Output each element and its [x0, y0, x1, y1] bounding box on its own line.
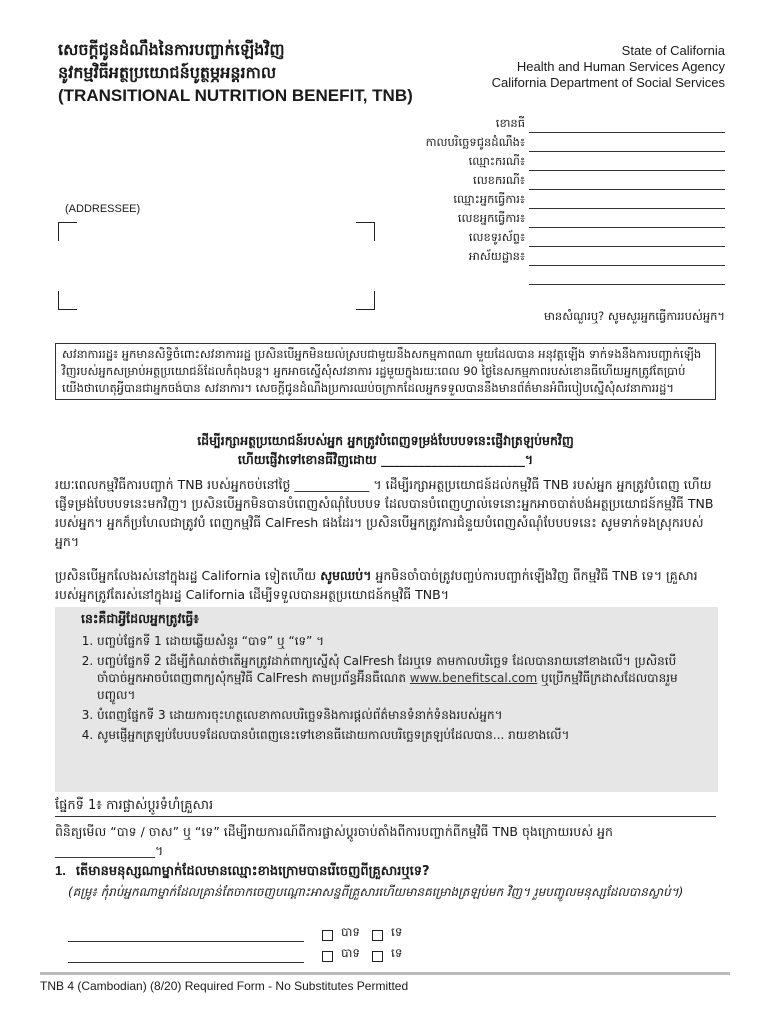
- field-label: ឈ្មោះករណី៖: [468, 154, 525, 168]
- todo-list: [77, 633, 697, 747]
- state-hearing-notice: សវនាការរដ្ឋ៖ អ្នកមានសិទ្ធិចំពោះសវនាការរដ្ឋ ប្រសិនបើអ្នកមិនយល់ស្របជាមួយនឹងសកម្មភាពណា មួយដែលបាន អនុវត្តឡើង ទាក់ទងនឹងការបញ្ចាក់ឡើងវិញរបស់អ្នកសម្រាប់អត្ថប្រយោជន៍ដែលកំពុងបន្ត។ អ្នកអាចស្នើសុំសវនាការ រដ្ឋមួយក្នុងរយៈពេល 90 ថ្ងៃនៃសកម្មភាពរបស់ខោនធីហើយអ្នកត្រូវតែប្រាប់យើងថាហេតុអ្វីបានជាអ្នកចង់បាន សវនាការ។ សេចក្ដីជូនដំណឹងប្រការឈប់ចក្រាកដែលអ្នកទទួលបាននឹងមានព័ត៌មានអំពីរបៀបស្នើសុំសវនាការរដ្ឋ។: [55, 343, 716, 400]
- title-line-2: នូវកម្មវិធីអត្ថប្រយោជន៍បូត្ថម្ភអន្តរកាល: [58, 63, 277, 82]
- no-checkbox[interactable]: [372, 951, 383, 962]
- question-line: មានសំណួរឬ? សូមសួរអ្នកធ្វើការរបស់អ្នក។: [543, 309, 725, 323]
- form-footer: TNB 4 (Cambodian) (8/20) Required Form - No Substitutes Permitted: [40, 979, 409, 993]
- field-label: ខោនធី: [495, 116, 525, 130]
- agency-block: [492, 43, 725, 91]
- agency-line-1: State of California: [621, 43, 725, 58]
- instruction-line-2: ហើយផ្ញើវាទៅខោនធីវិញដោយ _______________________។: [237, 452, 534, 467]
- footer-rule: [40, 972, 730, 975]
- paragraph-2-stop: សូមឈប់។: [320, 568, 372, 583]
- todo-box: [55, 607, 718, 792]
- field-case-name: [426, 152, 725, 171]
- field-worker-name: [426, 190, 725, 209]
- no-label: ទេ: [391, 946, 403, 960]
- name-line[interactable]: [68, 950, 304, 963]
- paragraph-2-a: ប្រសិនបើអ្នកលែងរស់នៅក្នុងរដ្ឋ California ទៀតហើយ: [55, 568, 321, 583]
- instruction-line-1: ដើម្បីរក្សាអត្ថប្រយោជន៍របស់អ្នក អ្នកត្រូវបំពេញទម្រង់បែបបទនេះផ្ញើវាត្រឡប់មកវិញ: [197, 433, 574, 448]
- field-line[interactable]: [529, 176, 725, 190]
- answer-row: [68, 947, 468, 963]
- field-worker-number: [426, 209, 725, 228]
- section-1-heading: ផ្នែកទី 1៖ ការផ្លាស់ប្ដូរទំហំគ្រួសារ: [55, 796, 716, 817]
- todo-item-tail: ឬប្រើកម្មវិធីក្រដាសដែលបានរួមបញ្ចូល។: [97, 671, 678, 702]
- question-text: តើមានមនុស្សណាម្នាក់ដែលមានឈ្មោះខាងក្រោមបានរើចេញពីគ្រួសារឬទេ?: [75, 864, 430, 879]
- field-county: [426, 114, 725, 133]
- yes-label: បាទ: [341, 946, 361, 960]
- todo-item: 1. បញ្ចប់ផ្នែកទី 1 ដោយឆ្លើយសំនួរ “បាទ” ឬ “ទេ” ។: [97, 633, 697, 650]
- field-line[interactable]: [529, 138, 725, 152]
- todo-item: 4. សូមផ្ញើអ្នកត្រឡប់បែបបទដែលបានបំពេញនេះទៅខោនធីដោយកាលបរិច្ឆេទត្រឡប់ដែលបាន... រាយខាងលើ។: [97, 727, 697, 744]
- window-corner-bl: [58, 291, 77, 310]
- answer-row: [68, 926, 468, 942]
- field-address: [426, 247, 725, 266]
- todo-heading: នេះគឺជាអ្វីដែលអ្នកត្រូវធ្វើ៖: [81, 611, 199, 626]
- field-label: អាស័យដ្ឋាន៖: [468, 249, 525, 263]
- todo-item: [97, 653, 697, 704]
- field-label: លេខទូរស័ព្ទ៖: [468, 230, 525, 244]
- question-number: 1.: [55, 863, 66, 878]
- window-corner-tr: [356, 222, 375, 241]
- paragraph-2-c: អ្នកមិនចាំបាច់ត្រូវបញ្ចប់ការបញ្ចាក់ឡើងវិញ ពីកម្មវិធី TNB ទេ។ គ្រួសាររបស់អ្នកត្រូវតែរស់នៅក្នុងរដ្ឋ California ដើម្បីទទួលបានអត្ថប្រយោជន៍កម្មវិធី TNB។: [55, 568, 698, 602]
- field-line[interactable]: [529, 214, 725, 228]
- field-line[interactable]: [529, 233, 725, 247]
- field-label: កាលបរិច្ឆេទជូនដំណឹង៖: [425, 135, 525, 149]
- todo-item: 3. បំពេញផ្នែកទី 3 ដោយការចុះហត្ថលេខាកាលបរិច្ឆេទនិងការផ្ដល់ព័ត៌មានទំនាក់ទំនងរបស់អ្នក។: [97, 707, 697, 724]
- title-english: (TRANSITIONAL NUTRITION BENEFIT, TNB): [58, 86, 413, 105]
- field-address-2: [426, 266, 725, 285]
- benefitscal-link[interactable]: www.benefitscal.com: [409, 671, 538, 685]
- yes-checkbox[interactable]: [322, 951, 333, 962]
- yes-checkbox[interactable]: [322, 930, 333, 941]
- title-line-1: សេចក្ដីជូនដំណឹងនៃការបញ្ចាក់ឡើងវិញ: [58, 40, 285, 59]
- field-label: ឈ្មោះអ្នកធ្វើការ៖: [453, 192, 525, 206]
- agency-line-3: California Department of Social Services: [491, 75, 725, 90]
- no-checkbox[interactable]: [372, 930, 383, 941]
- header-fields: [426, 114, 725, 285]
- question-1-hint: (គម្រូ៖ កុំរាប់អ្នកណាម្នាក់ដែលគ្រាន់តែចាកចេញបណ្ដោះអាសន្នពីគ្រួសារហើយមានគម្រោងត្រឡប់មក វិញ។ រួមបញ្ចូលមនុស្សដែលបានស្លាប់។): [68, 885, 684, 899]
- paragraph-2: [55, 566, 720, 604]
- yes-label: បាទ: [341, 925, 361, 939]
- field-line[interactable]: [529, 195, 725, 209]
- field-case-number: [426, 171, 725, 190]
- addressee-label: (ADDRESSEE): [65, 203, 141, 215]
- question-1: [55, 863, 430, 882]
- return-instruction: [55, 431, 716, 469]
- field-notice-date: [426, 133, 725, 152]
- paragraph-1: រយៈពេលកម្មវិធីការបញ្ចាក់ TNB របស់អ្នកចប់នៅថ្ងៃ ____________ ។ ដើម្បីរក្សាអត្ថប្រយោជន៍ដល់កម្មវិធី TNB របស់អ្នក អ្នកត្រូវបំពេញ ហើយផ្ញើទម្រង់បែបបទនេះមកវិញ។ ប្រសិនបើអ្នកមិនបានបំពេញសំណុំបែបបទ ដែលបានបំពេញហ្វាល់ទេនោះអ្នកអាចបាត់បង់អត្ថប្រយោជន៍កម្មវិធី TNB របស់អ្នក។ អ្នកក៏ប្រហែលជាត្រូវបំ ពេញកម្មវិធី CalFresh ផងដែរ។ ប្រសិនបើអ្នកត្រូវការជំនួយបំពេញសំណុំបែបបទនេះ សូមទាក់ទងស្រុករបស់អ្នក។: [55, 477, 714, 549]
- field-line[interactable]: [529, 119, 725, 133]
- field-line[interactable]: [529, 157, 725, 171]
- todo-item-text: បញ្ចប់ផ្នែកទី 2 ដើម្បីកំណត់ថាតើអ្នកត្រូវដាក់ពាក្យស្នើសុំ CalFresh ដែរឬទេ តាមកាលបរិច្ឆេទ ដែលបានរាយនៅខាងលើ។ ប្រសិនបើចាំបាច់អ្នកអាចបំពេញពាក្យសុំកម្មវិធី CalFresh តាមប្រព័ន្ធអ៊ីនធឺណេត: [97, 654, 677, 685]
- window-corner-br: [356, 291, 375, 310]
- name-line[interactable]: [68, 929, 304, 942]
- no-label: ទេ: [391, 925, 403, 939]
- window-corner-tl: [58, 222, 77, 241]
- agency-line-2: Health and Human Services Agency: [516, 59, 725, 74]
- field-label: លេខអ្នកធ្វើការ៖: [457, 211, 525, 225]
- field-line[interactable]: [529, 271, 725, 285]
- field-label: លេខករណី៖: [473, 173, 525, 187]
- section-1-description: ពិនិត្យមើល “បាទ / ចាស” ឬ “ទេ” ដើម្បីរាយការណ៍ពីការផ្លាស់ប្ដូរចាប់តាំងពីការបញ្ចាក់ពីកម្មវិធី TNB ចុងក្រោយរបស់ អ្នក ________________។: [55, 824, 613, 858]
- field-phone: [426, 228, 725, 247]
- form-title: [58, 38, 458, 107]
- field-line[interactable]: [529, 252, 725, 266]
